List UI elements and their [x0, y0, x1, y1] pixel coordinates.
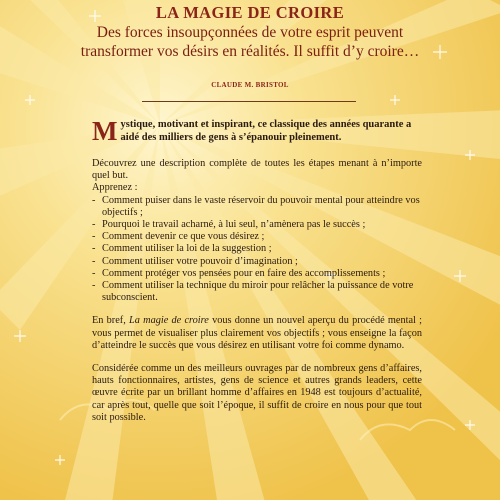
- intro-text: ystique, motivant et inspirant, ce classique des années quarante a aidé des milliers de gens à s’épanouir pleinement.: [120, 119, 412, 143]
- list-item: - Pourquoi le travail acharné, à lui seul, n’amènera pas le succès ;: [92, 219, 366, 231]
- book-subtitle: Des forces insoupçonnées de votre esprit peuvent transformer vos désirs en réalités. Il suffit d’y croire…: [80, 24, 420, 60]
- paragraph-summary: En bref, La magie de croire vous donne un nouvel aperçu du procédé mental ; vous permet de visualiser plus clairement vos objectifs ; vous enseigne la façon d’atteindre le succès que vous désirez en utilisant votre foi comme dynamo.: [92, 315, 422, 351]
- list-item: - Comment utiliser votre pouvoir d’imagination ;: [92, 255, 298, 267]
- description-body: [92, 158, 422, 424]
- book-title: LA MAGIE DE CROIRE: [155, 3, 345, 22]
- intro-paragraph: [92, 118, 422, 144]
- author-name: CLAUDE M. BRISTOL: [211, 81, 289, 89]
- book-title-italic: La magie de croire: [129, 315, 209, 327]
- divider: [142, 101, 356, 102]
- list-item: - Comment utiliser la loi de la suggestion ;: [92, 243, 272, 255]
- list-item: - Comment protéger vos pensées pour en faire des accomplissements ;: [92, 267, 386, 279]
- paragraph-discover: Découvrez une description complète de toutes les étapes menant à n’importe quel but.: [92, 158, 422, 182]
- steps-list: [92, 195, 422, 305]
- list-item: - Comment utiliser la technique du miroir pour relâcher la puissance de votre subconscient.: [92, 280, 414, 304]
- list-item: - Comment puiser dans le vaste réservoir du pouvoir mental pour atteindre vos objectifs ;: [92, 194, 420, 218]
- learn-heading: Apprenez :: [92, 182, 138, 194]
- paragraph-praise: Considérée comme un des meilleurs ouvrages par de nombreux gens d’affaires, hauts fonctionnaires, artistes, gens de science et autres grands leaders, cette œuvre écrite par un brillant homme d’affaires en 1948 est toujours d’actualité, car après tout, quelle que soit l’époque, il suffit de croire en nous pour que tout soit possible.: [92, 363, 422, 423]
- drop-cap: M: [92, 116, 118, 146]
- list-item: - Comment devenir ce que vous désirez ;: [92, 231, 265, 243]
